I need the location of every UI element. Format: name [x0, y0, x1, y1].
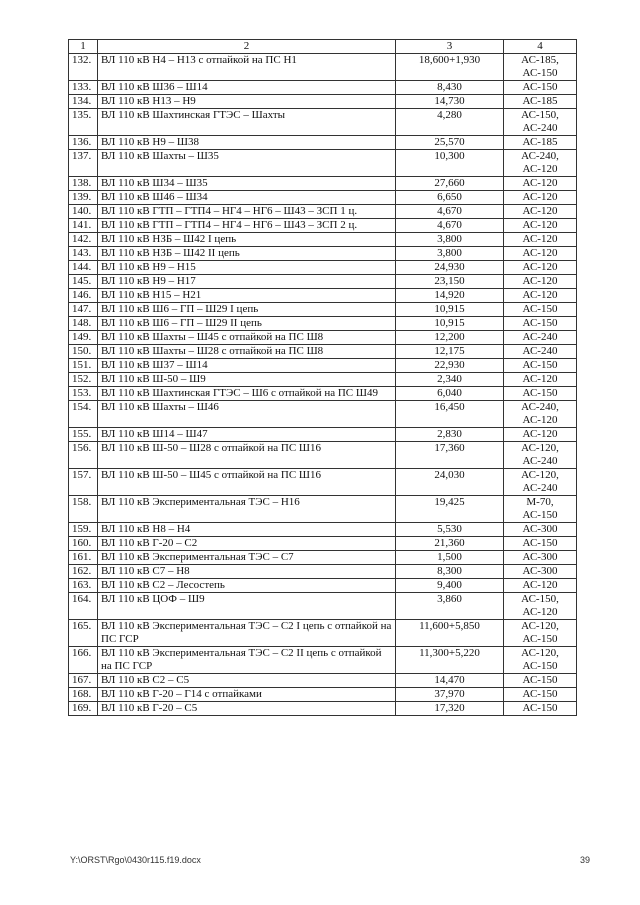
line-name: ВЛ 110 кВ Г-20 – Г14 с отпайками: [98, 688, 396, 702]
line-length: 25,570: [396, 136, 504, 150]
line-name: ВЛ 110 кВ Шахты – Ш28 с отпайкой на ПС Ш8: [98, 345, 396, 359]
line-name: ВЛ 110 кВ НЗБ – Ш42 I цепь: [98, 233, 396, 247]
line-name: ВЛ 110 кВ Ш14 – Ш47: [98, 428, 396, 442]
line-length: 8,430: [396, 81, 504, 95]
row-number: 162.: [69, 565, 98, 579]
footer-file-path: Y:\ORST\Rgo\0430r115.f19.docx: [70, 855, 201, 865]
table-row: [69, 191, 577, 205]
row-number: 135.: [69, 109, 98, 136]
wire-type-line: АС-120: [522, 428, 558, 440]
row-number: 147.: [69, 303, 98, 317]
header-col-number: 1: [69, 40, 98, 54]
wire-type: [504, 565, 577, 579]
row-number: 151.: [69, 359, 98, 373]
wire-type-line: АС-300: [522, 551, 558, 563]
wire-type: [504, 401, 577, 428]
line-name: ВЛ 110 кВ Ш37 – Ш14: [98, 359, 396, 373]
line-name: ВЛ 110 кВ Шахты – Ш46: [98, 401, 396, 428]
wire-type: [504, 219, 577, 233]
line-name: ВЛ 110 кВ Ш34 – Ш35: [98, 177, 396, 191]
wire-type-line: АС-120: [522, 191, 558, 203]
table-row: [69, 620, 577, 647]
table-header-row: [69, 40, 577, 54]
line-length: 18,600+1,930: [396, 54, 504, 81]
line-length: 21,360: [396, 537, 504, 551]
wire-type: [504, 317, 577, 331]
line-name: ВЛ 110 кВ ГТП – ГТП4 – НГ4 – НГ6 – Ш43 – ЗСП 1 ц.: [98, 205, 396, 219]
wire-type: [504, 109, 577, 136]
row-number: 161.: [69, 551, 98, 565]
wire-type-line: АС-120: [522, 261, 558, 273]
line-name: ВЛ 110 кВ Ш36 – Ш14: [98, 81, 396, 95]
wire-type: [504, 95, 577, 109]
wire-type: [504, 373, 577, 387]
wire-type-line: АС-150: [522, 81, 558, 93]
table-row: [69, 95, 577, 109]
line-name: ВЛ 110 кВ Экспериментальная ТЭС – С7: [98, 551, 396, 565]
wire-type-line: АС-120: [522, 289, 558, 301]
wire-type-line: АС-120,: [521, 647, 559, 659]
wire-type-line: АС-150,: [521, 109, 559, 121]
wire-type: [504, 54, 577, 81]
line-length: 9,400: [396, 579, 504, 593]
table-row: [69, 81, 577, 95]
line-length: 10,915: [396, 303, 504, 317]
table-row: [69, 54, 577, 81]
wire-type-line: АС-240,: [521, 401, 559, 413]
wire-type-line: АС-150: [522, 359, 558, 371]
table-row: [69, 373, 577, 387]
table-row: [69, 442, 577, 469]
wire-type-line: АС-150: [522, 537, 558, 549]
header-col-name: 2: [98, 40, 396, 54]
wire-type-line: АС-150: [522, 67, 558, 79]
line-length: 24,030: [396, 469, 504, 496]
table-row: [69, 688, 577, 702]
table-row: [69, 428, 577, 442]
wire-type: [504, 523, 577, 537]
line-length: 12,175: [396, 345, 504, 359]
table-row: [69, 219, 577, 233]
table-row: [69, 359, 577, 373]
line-name: ВЛ 110 кВ Г-20 – С5: [98, 702, 396, 716]
table-row: [69, 317, 577, 331]
line-length: 14,470: [396, 674, 504, 688]
table-row: [69, 579, 577, 593]
line-name: ВЛ 110 кВ Н15 – Н21: [98, 289, 396, 303]
line-length: 6,650: [396, 191, 504, 205]
table-row: [69, 331, 577, 345]
power-lines-table: [68, 39, 577, 716]
table-row: [69, 205, 577, 219]
line-name: ВЛ 110 кВ Экспериментальная ТЭС – С2 II цепь с отпайкой на ПС ГСР: [98, 647, 396, 674]
wire-type-line: АС-120,: [521, 469, 559, 481]
wire-type-line: АС-120: [522, 177, 558, 189]
line-length: 37,970: [396, 688, 504, 702]
wire-type-line: АС-150: [522, 702, 558, 714]
table-body: [69, 54, 577, 716]
wire-type-line: АС-150: [522, 660, 558, 672]
line-name: ВЛ 110 кВ Г-20 – С2: [98, 537, 396, 551]
row-number: 159.: [69, 523, 98, 537]
wire-type: [504, 261, 577, 275]
wire-type: [504, 81, 577, 95]
wire-type-line: АС-120: [522, 247, 558, 259]
line-name: ВЛ 110 кВ Ш-50 – Ш45 с отпайкой на ПС Ш16: [98, 469, 396, 496]
table-row: [69, 136, 577, 150]
line-name: ВЛ 110 кВ Н9 – Н15: [98, 261, 396, 275]
wire-type-line: АС-300: [522, 565, 558, 577]
line-name: ВЛ 110 кВ Н13 – Н9: [98, 95, 396, 109]
row-number: 146.: [69, 289, 98, 303]
row-number: 167.: [69, 674, 98, 688]
row-number: 168.: [69, 688, 98, 702]
row-number: 133.: [69, 81, 98, 95]
wire-type-line: АС-240: [522, 455, 558, 467]
line-length: 8,300: [396, 565, 504, 579]
line-length: 14,920: [396, 289, 504, 303]
line-length: 14,730: [396, 95, 504, 109]
row-number: 152.: [69, 373, 98, 387]
line-name: ВЛ 110 кВ Шахтинская ГТЭС – Шахты: [98, 109, 396, 136]
wire-type: [504, 289, 577, 303]
wire-type-line: АС-120: [522, 373, 558, 385]
wire-type: [504, 428, 577, 442]
wire-type-line: АС-150: [522, 509, 558, 521]
wire-type-line: АС-240: [522, 331, 558, 343]
line-length: 3,800: [396, 233, 504, 247]
line-length: 3,860: [396, 593, 504, 620]
line-length: 16,450: [396, 401, 504, 428]
wire-type-line: АС-150: [522, 688, 558, 700]
wire-type-line: АС-150: [522, 303, 558, 315]
line-length: 17,360: [396, 442, 504, 469]
wire-type-line: АС-120: [522, 579, 558, 591]
table-row: [69, 247, 577, 261]
wire-type-line: АС-150: [522, 387, 558, 399]
row-number: 144.: [69, 261, 98, 275]
line-length: 2,340: [396, 373, 504, 387]
line-name: ВЛ 110 кВ С2 – Лесостепь: [98, 579, 396, 593]
row-number: 163.: [69, 579, 98, 593]
wire-type: [504, 191, 577, 205]
line-name: ВЛ 110 кВ Н8 – Н4: [98, 523, 396, 537]
wire-type-line: АС-300: [522, 523, 558, 535]
wire-type: [504, 496, 577, 523]
wire-type-line: АС-120: [522, 275, 558, 287]
table-row: [69, 674, 577, 688]
line-length: 19,425: [396, 496, 504, 523]
table-row: [69, 150, 577, 177]
row-number: 148.: [69, 317, 98, 331]
wire-type-line: АС-185: [522, 136, 558, 148]
row-number: 164.: [69, 593, 98, 620]
wire-type: [504, 537, 577, 551]
line-length: 10,300: [396, 150, 504, 177]
line-name: ВЛ 110 кВ Н9 – Ш38: [98, 136, 396, 150]
wire-type-line: АС-185,: [521, 54, 559, 66]
row-number: 145.: [69, 275, 98, 289]
line-length: 24,930: [396, 261, 504, 275]
footer-page-number: 39: [580, 855, 591, 865]
row-number: 157.: [69, 469, 98, 496]
row-number: 156.: [69, 442, 98, 469]
table-row: [69, 275, 577, 289]
line-name: ВЛ 110 кВ ГТП – ГТП4 – НГ4 – НГ6 – Ш43 – ЗСП 2 ц.: [98, 219, 396, 233]
wire-type: [504, 442, 577, 469]
line-name: ВЛ 110 кВ Экспериментальная ТЭС – Н16: [98, 496, 396, 523]
line-length: 4,670: [396, 219, 504, 233]
wire-type-line: АС-120,: [521, 442, 559, 454]
line-length: 23,150: [396, 275, 504, 289]
wire-type: [504, 359, 577, 373]
row-number: 139.: [69, 191, 98, 205]
wire-type: [504, 469, 577, 496]
line-length: 5,530: [396, 523, 504, 537]
wire-type: [504, 620, 577, 647]
wire-type: [504, 593, 577, 620]
wire-type-line: АС-240: [522, 345, 558, 357]
row-number: 142.: [69, 233, 98, 247]
line-length: 27,660: [396, 177, 504, 191]
line-length: 11,300+5,220: [396, 647, 504, 674]
table-row: [69, 387, 577, 401]
wire-type-line: АС-120: [522, 163, 558, 175]
row-number: 166.: [69, 647, 98, 674]
wire-type-line: АС-150: [522, 317, 558, 329]
wire-type: [504, 702, 577, 716]
table-row: [69, 233, 577, 247]
line-name: ВЛ 110 кВ Ш-50 – Ш9: [98, 373, 396, 387]
line-name: ВЛ 110 кВ НЗБ – Ш42 II цепь: [98, 247, 396, 261]
wire-type-line: АС-120,: [521, 620, 559, 632]
wire-type: [504, 303, 577, 317]
line-name: ВЛ 110 кВ Ш-50 – Ш28 с отпайкой на ПС Ш16: [98, 442, 396, 469]
header-col-wire: 4: [504, 40, 577, 54]
table-row: [69, 289, 577, 303]
row-number: 134.: [69, 95, 98, 109]
table-row: [69, 345, 577, 359]
table-row: [69, 401, 577, 428]
wire-type-line: М-70,: [526, 496, 554, 508]
line-name: ВЛ 110 кВ Шахтинская ГТЭС – Ш6 с отпайкой на ПС Ш49: [98, 387, 396, 401]
wire-type: [504, 233, 577, 247]
wire-type-line: АС-240: [522, 122, 558, 134]
row-number: 153.: [69, 387, 98, 401]
line-name: ВЛ 110 кВ Н9 – Н17: [98, 275, 396, 289]
table-row: [69, 177, 577, 191]
wire-type: [504, 136, 577, 150]
line-length: 2,830: [396, 428, 504, 442]
line-name: ВЛ 110 кВ Экспериментальная ТЭС – С2 I цепь с отпайкой на ПС ГСР: [98, 620, 396, 647]
wire-type: [504, 247, 577, 261]
wire-type: [504, 647, 577, 674]
line-length: 3,800: [396, 247, 504, 261]
line-name: ВЛ 110 кВ Ш6 – ГП – Ш29 I цепь: [98, 303, 396, 317]
row-number: 150.: [69, 345, 98, 359]
line-length: 4,280: [396, 109, 504, 136]
wire-type: [504, 177, 577, 191]
wire-type: [504, 345, 577, 359]
wire-type: [504, 551, 577, 565]
table-row: [69, 593, 577, 620]
wire-type-line: АС-150,: [521, 593, 559, 605]
line-name: ВЛ 110 кВ Шахты – Ш35: [98, 150, 396, 177]
wire-type: [504, 688, 577, 702]
line-length: 1,500: [396, 551, 504, 565]
table-row: [69, 109, 577, 136]
line-name: ВЛ 110 кВ Шахты – Ш45 с отпайкой на ПС Ш8: [98, 331, 396, 345]
row-number: 143.: [69, 247, 98, 261]
wire-type-line: АС-185: [522, 95, 558, 107]
row-number: 160.: [69, 537, 98, 551]
line-length: 17,320: [396, 702, 504, 716]
wire-type-line: АС-120: [522, 219, 558, 231]
line-length: 10,915: [396, 317, 504, 331]
table-row: [69, 565, 577, 579]
wire-type-line: АС-120: [522, 606, 558, 618]
row-number: 132.: [69, 54, 98, 81]
wire-type: [504, 275, 577, 289]
row-number: 138.: [69, 177, 98, 191]
line-length: 11,600+5,850: [396, 620, 504, 647]
wire-type-line: АС-240: [522, 482, 558, 494]
table-row: [69, 551, 577, 565]
wire-type-line: АС-120: [522, 233, 558, 245]
wire-type-line: АС-150: [522, 633, 558, 645]
row-number: 165.: [69, 620, 98, 647]
header-col-length: 3: [396, 40, 504, 54]
table-row: [69, 537, 577, 551]
table-row: [69, 469, 577, 496]
table-row: [69, 702, 577, 716]
table-row: [69, 261, 577, 275]
row-number: 154.: [69, 401, 98, 428]
line-length: 4,670: [396, 205, 504, 219]
wire-type-line: АС-120: [522, 414, 558, 426]
row-number: 149.: [69, 331, 98, 345]
wire-type: [504, 387, 577, 401]
wire-type-line: АС-240,: [521, 150, 559, 162]
wire-type-line: АС-150: [522, 674, 558, 686]
row-number: 141.: [69, 219, 98, 233]
wire-type: [504, 331, 577, 345]
row-number: 169.: [69, 702, 98, 716]
row-number: 137.: [69, 150, 98, 177]
row-number: 140.: [69, 205, 98, 219]
line-length: 22,930: [396, 359, 504, 373]
row-number: 136.: [69, 136, 98, 150]
wire-type: [504, 150, 577, 177]
wire-type-line: АС-120: [522, 205, 558, 217]
table-row: [69, 496, 577, 523]
row-number: 158.: [69, 496, 98, 523]
line-name: ВЛ 110 кВ Ш46 – Ш34: [98, 191, 396, 205]
line-name: ВЛ 110 кВ С2 – С5: [98, 674, 396, 688]
wire-type: [504, 674, 577, 688]
wire-type: [504, 205, 577, 219]
line-length: 6,040: [396, 387, 504, 401]
table-row: [69, 303, 577, 317]
row-number: 155.: [69, 428, 98, 442]
table-row: [69, 523, 577, 537]
line-length: 12,200: [396, 331, 504, 345]
line-name: ВЛ 110 кВ ЦОФ – Ш9: [98, 593, 396, 620]
line-name: ВЛ 110 кВ Н4 – Н13 с отпайкой на ПС Н1: [98, 54, 396, 81]
line-name: ВЛ 110 кВ Ш6 – ГП – Ш29 II цепь: [98, 317, 396, 331]
line-name: ВЛ 110 кВ С7 – Н8: [98, 565, 396, 579]
wire-type: [504, 579, 577, 593]
table-row: [69, 647, 577, 674]
